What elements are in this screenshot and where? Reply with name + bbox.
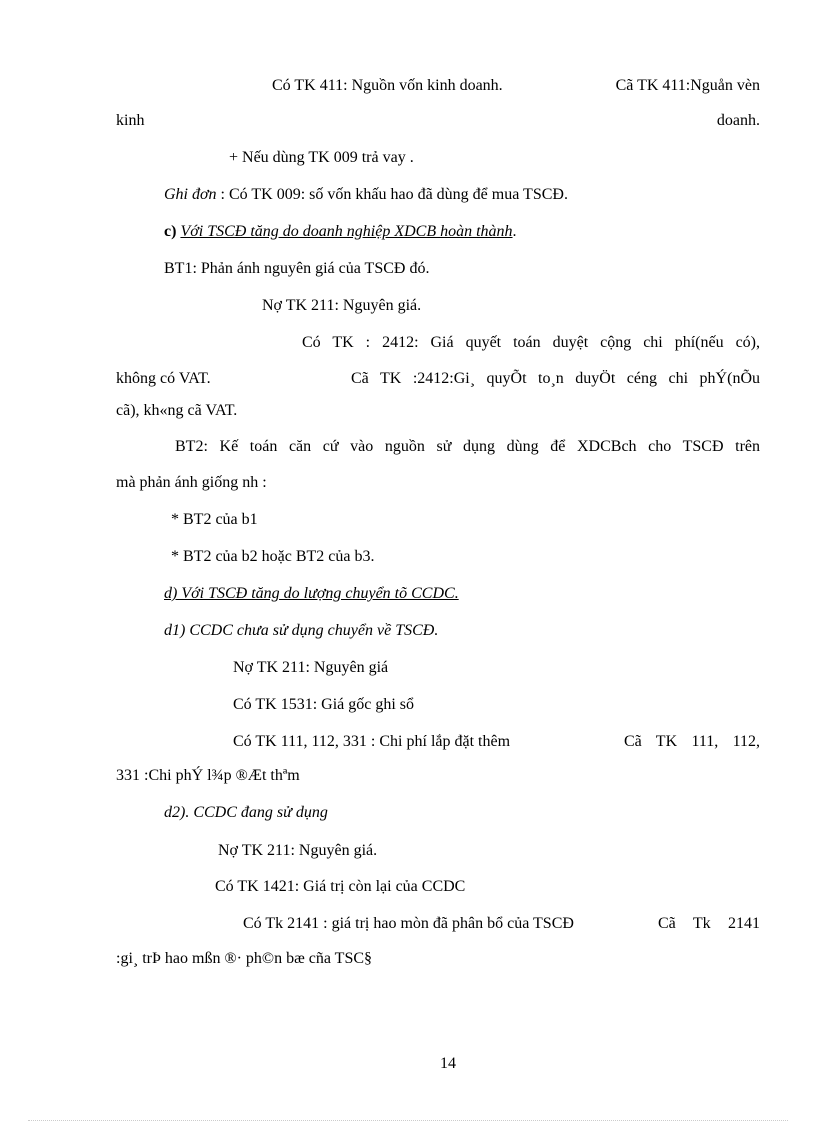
text-line: Cã TK 411:Nguån vèn bbox=[615, 77, 760, 94]
subsection-heading-d1: d1) CCDC chưa sử dụng chuyển về TSCĐ. bbox=[164, 622, 439, 639]
text-fragment: doanh. bbox=[716, 112, 760, 129]
section-label: c) bbox=[164, 223, 177, 240]
text-line: Nợ TK 211: Nguyên giá bbox=[233, 659, 389, 676]
text-line: + Nếu dùng TK 009 trả vay . bbox=[229, 149, 414, 166]
list-item: * BT2 của b2 hoặc BT2 của b3. bbox=[171, 548, 375, 565]
ghi-don-label: Ghi đơn bbox=[164, 186, 217, 203]
text-line: không có VAT. bbox=[116, 370, 211, 387]
text-line: Nợ TK 211: Nguyên giá. bbox=[218, 842, 378, 859]
section-heading-d: d) Với TSCĐ tăng do lượng chuyển tõ CCDC. bbox=[164, 585, 459, 602]
text-line: BT2: Kế toán căn cứ vào nguồn sử dụng dùng để XDCBch cho TSCĐ trên bbox=[175, 438, 760, 455]
page-number: 14 bbox=[440, 1055, 456, 1072]
text-line-justified bbox=[116, 111, 760, 131]
text-line: Có TK 1531: Giá gốc ghi sổ bbox=[233, 696, 415, 713]
text-line: Cã TK 111, 112, bbox=[624, 733, 760, 750]
text-line: Nợ TK 211: Nguyên giá. bbox=[262, 297, 422, 314]
text-fragment: : Có TK 009: số vốn khấu hao đã dùng để mua TSCĐ. bbox=[220, 186, 568, 203]
text-line: cã), kh«ng cã VAT. bbox=[116, 402, 238, 419]
text-line: Có TK 411: Nguồn vốn kinh doanh. bbox=[272, 77, 503, 94]
text-fragment: . bbox=[512, 223, 517, 240]
text-line: Có Tk 2141 : giá trị hao mòn đã phân bổ của TSCĐ bbox=[243, 915, 574, 932]
page-border bbox=[28, 1120, 788, 1121]
text-line: Có TK 111, 112, 331 : Chi phí lắp đặt thêm bbox=[233, 733, 511, 750]
text-line: Có TK : 2412: Giá quyết toán duyệt cộng chi phí(nếu có), bbox=[302, 334, 760, 351]
section-heading-c bbox=[164, 222, 517, 242]
text-line: Có TK 1421: Giá trị còn lại của CCDC bbox=[215, 878, 466, 895]
text-line: Cã Tk 2141 bbox=[658, 915, 760, 932]
text-line: BT1: Phản ánh nguyên giá của TSCĐ đó. bbox=[164, 260, 430, 277]
subsection-heading-d2: d2). CCDC đang sử dụng bbox=[164, 804, 328, 821]
text-fragment: kinh bbox=[116, 112, 145, 129]
text-line: :gi¸ trÞ hao mßn ®· ph©n bæ cña TSC§ bbox=[116, 950, 373, 967]
text-line: Cã TK :2412:Gi¸ quyÕt to¸n duyÖt céng chi phÝ(nÕu bbox=[351, 370, 760, 387]
text-line: mà phản ánh giống nh : bbox=[116, 474, 267, 491]
list-item: * BT2 của b1 bbox=[171, 511, 258, 528]
text-line: 331 :Chi phÝ l¾p ®Æt thªm bbox=[116, 767, 300, 784]
text-line bbox=[164, 185, 568, 205]
section-title: Với TSCĐ tăng do doanh nghiệp XDCB hoàn thành bbox=[180, 223, 513, 240]
